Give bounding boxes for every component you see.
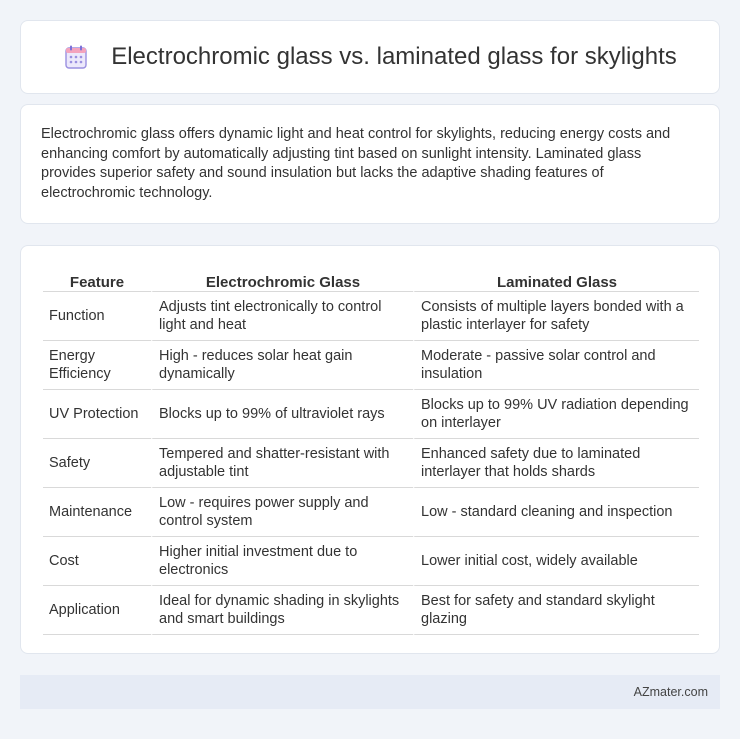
title-card — [20, 20, 720, 94]
table-row — [43, 488, 699, 537]
calendar-icon — [63, 44, 89, 70]
table-row — [43, 341, 699, 390]
comparison-table — [43, 264, 699, 635]
row-feature: Maintenance — [43, 488, 151, 537]
table-row — [43, 537, 699, 586]
table-row — [43, 439, 699, 488]
row-electrochromic: Ideal for dynamic shading in skylights and smart buildings — [151, 586, 413, 635]
row-electrochromic: Adjusts tint electronically to control light and heat — [151, 292, 413, 341]
row-electrochromic: Higher initial investment due to electronics — [151, 537, 413, 586]
row-electrochromic: Low - requires power supply and control system — [151, 488, 413, 537]
comparison-card — [20, 245, 720, 654]
footer-brand[interactable]: AZmater.com — [633, 685, 708, 699]
table-row — [43, 292, 699, 341]
row-laminated: Consists of multiple layers bonded with a plastic interlayer for safety — [413, 292, 699, 341]
intro-paragraph: Electrochromic glass offers dynamic light and heat control for skylights, reducing energy costs and enhancing comfort by automatically adjusting tint based on sunlight intensity. Laminated glass provides superior safety and sound insulation but lacks the adaptive shading features of electrochromic technology. — [41, 126, 671, 201]
row-feature: Safety — [43, 439, 151, 488]
table-row — [43, 390, 699, 439]
row-laminated: Enhanced safety due to laminated interlayer that holds shards — [413, 439, 699, 488]
table-header-row — [43, 264, 699, 292]
footer — [20, 675, 720, 709]
intro-card — [20, 104, 720, 224]
page-title: Electrochromic glass vs. laminated glass for skylights — [111, 43, 677, 70]
row-electrochromic: Blocks up to 99% of ultraviolet rays — [151, 390, 413, 439]
row-electrochromic: High - reduces solar heat gain dynamically — [151, 341, 413, 390]
row-electrochromic: Tempered and shatter-resistant with adjustable tint — [151, 439, 413, 488]
header-laminated: Laminated Glass — [413, 264, 699, 292]
row-feature: UV Protection — [43, 390, 151, 439]
row-laminated: Blocks up to 99% UV radiation depending on interlayer — [413, 390, 699, 439]
row-laminated: Moderate - passive solar control and insulation — [413, 341, 699, 390]
row-laminated: Best for safety and standard skylight glazing — [413, 586, 699, 635]
row-feature: Energy Efficiency — [43, 341, 151, 390]
row-laminated: Lower initial cost, widely available — [413, 537, 699, 586]
header-electrochromic: Electrochromic Glass — [151, 264, 413, 292]
header-feature: Feature — [43, 264, 151, 292]
row-feature: Function — [43, 292, 151, 341]
row-feature: Application — [43, 586, 151, 635]
table-row — [43, 586, 699, 635]
row-laminated: Low - standard cleaning and inspection — [413, 488, 699, 537]
row-feature: Cost — [43, 537, 151, 586]
